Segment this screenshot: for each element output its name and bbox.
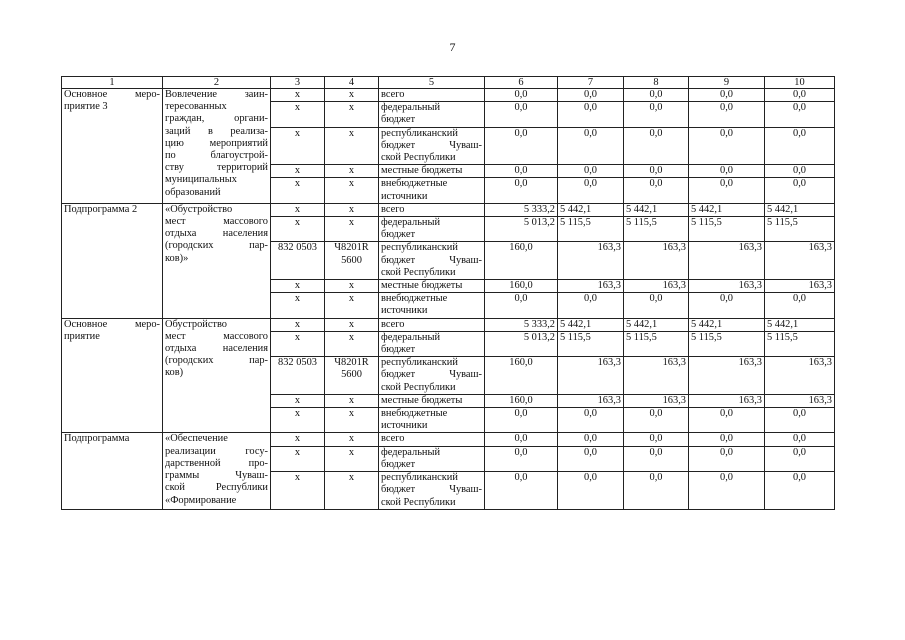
source-cell [379, 472, 485, 510]
value-cell: 163,3 [765, 394, 835, 407]
value-cell: 160,0 [485, 394, 558, 407]
code-cell: х [271, 203, 325, 216]
value-cell: 5 333,2 [485, 203, 558, 216]
column-header: 10 [765, 77, 835, 89]
code-cell: х [271, 89, 325, 102]
code-cell: х [325, 203, 379, 216]
code-cell: х [325, 408, 379, 433]
value-cell: 0,0 [624, 89, 689, 102]
cell-line: бюджет [381, 344, 416, 356]
cell-line: тересованных [165, 101, 227, 113]
cell-line: Обустройство [165, 318, 228, 330]
cell-line: бюджет Чуваш- [381, 484, 482, 496]
row-description-cell [163, 203, 271, 318]
value-cell: 5 115,5 [689, 331, 765, 356]
value-cell: 5 442,1 [765, 318, 835, 331]
value-cell: 0,0 [485, 293, 558, 318]
value-cell: 160,0 [485, 242, 558, 280]
value-cell: 163,3 [558, 280, 624, 293]
cell-line: отдыха населения [165, 343, 268, 355]
value-cell: 5 013,2 [485, 217, 558, 242]
value-cell: 163,3 [689, 357, 765, 395]
value-cell: 0,0 [624, 408, 689, 433]
cell-line: мест массового [165, 330, 268, 342]
cell-line: граждан, органи- [165, 113, 268, 125]
value-cell: 5 115,5 [558, 217, 624, 242]
code-cell: Ч8201R 5600 [325, 357, 379, 395]
value-cell: 0,0 [558, 102, 624, 127]
column-header: 4 [325, 77, 379, 89]
cell-line: ков)» [165, 252, 189, 264]
column-header: 5 [379, 77, 485, 89]
page-number: 7 [449, 40, 456, 54]
code-cell: Ч8201R 5600 [325, 242, 379, 280]
value-cell: 163,3 [558, 394, 624, 407]
value-cell: 163,3 [689, 394, 765, 407]
value-cell: 0,0 [689, 446, 765, 471]
code-cell: х [325, 472, 379, 510]
value-cell: 163,3 [689, 242, 765, 280]
cell-line: федеральный [381, 331, 441, 343]
cell-line: внебюджетные [381, 178, 448, 190]
cell-line: внебюджетные [381, 408, 448, 420]
table-body [62, 89, 835, 510]
code-cell: х [325, 293, 379, 318]
source-cell [379, 178, 485, 203]
value-cell: 0,0 [765, 293, 835, 318]
cell-line: всего [381, 433, 405, 445]
value-cell: 163,3 [624, 280, 689, 293]
cell-line: бюджет Чуваш- [381, 369, 482, 381]
value-cell: 163,3 [624, 394, 689, 407]
value-cell: 5 115,5 [765, 217, 835, 242]
value-cell: 5 013,2 [485, 331, 558, 356]
cell-line: всего [381, 203, 405, 215]
value-cell: 0,0 [485, 446, 558, 471]
row-title-cell [62, 89, 163, 204]
value-cell: 0,0 [558, 446, 624, 471]
code-cell: х [325, 127, 379, 165]
cell-line: ской Республики [381, 381, 456, 393]
column-header: 3 [271, 77, 325, 89]
value-cell: 163,3 [624, 242, 689, 280]
code-cell: х [271, 280, 325, 293]
value-cell: 163,3 [765, 242, 835, 280]
value-cell: 0,0 [485, 102, 558, 127]
value-cell: 5 115,5 [558, 331, 624, 356]
value-cell: 0,0 [485, 89, 558, 102]
value-cell: 5 115,5 [624, 331, 689, 356]
cell-line: Основное меро- [64, 318, 160, 330]
code-cell: х [325, 89, 379, 102]
value-cell: 0,0 [765, 433, 835, 446]
value-cell: 0,0 [558, 472, 624, 510]
source-cell [379, 293, 485, 318]
table-row [62, 203, 835, 216]
cell-line: цию мероприятий [165, 137, 268, 149]
cell-line: бюджет Чуваш- [381, 139, 482, 151]
cell-line: приятие 3 [64, 101, 108, 113]
value-cell: 163,3 [558, 242, 624, 280]
value-cell: 0,0 [624, 178, 689, 203]
cell-line: республиканский [381, 357, 458, 369]
cell-line: ству территорий [165, 162, 268, 174]
column-header: 6 [485, 77, 558, 89]
value-cell: 0,0 [558, 127, 624, 165]
value-cell: 160,0 [485, 280, 558, 293]
value-cell: 5 333,2 [485, 318, 558, 331]
cell-line: «Обустройство [165, 203, 233, 215]
value-cell: 0,0 [558, 165, 624, 178]
source-cell [379, 217, 485, 242]
cell-line: внебюджетные [381, 293, 448, 305]
value-cell: 0,0 [558, 433, 624, 446]
column-header: 8 [624, 77, 689, 89]
cell-line: республиканский [381, 127, 458, 139]
value-cell: 5 115,5 [624, 217, 689, 242]
value-cell: 0,0 [765, 127, 835, 165]
value-cell: 0,0 [624, 472, 689, 510]
source-cell [379, 433, 485, 446]
cell-line: бюджет Чуваш- [381, 254, 482, 266]
value-cell: 5 442,1 [624, 203, 689, 216]
cell-line: отдыха населения [165, 228, 268, 240]
value-cell: 0,0 [765, 408, 835, 433]
value-cell: 0,0 [624, 293, 689, 318]
header-row [62, 77, 835, 89]
cell-line: (городских пар- [165, 355, 268, 367]
column-header: 1 [62, 77, 163, 89]
code-cell: х [271, 318, 325, 331]
code-cell: х [325, 178, 379, 203]
cell-line: Подпрограмма 2 [64, 203, 138, 215]
code-cell: х [325, 446, 379, 471]
code-cell: х [271, 217, 325, 242]
row-title-cell [62, 203, 163, 318]
value-cell: 0,0 [765, 102, 835, 127]
row-title-cell [62, 318, 163, 433]
code-cell: х [271, 127, 325, 165]
value-cell: 0,0 [765, 165, 835, 178]
cell-line: по благоустрой- [165, 150, 268, 162]
code-cell: 832 0503 [271, 242, 325, 280]
cell-line: источники [381, 305, 428, 317]
cell-line: (городских пар- [165, 240, 268, 252]
source-cell [379, 394, 485, 407]
value-cell: 0,0 [558, 408, 624, 433]
value-cell: 0,0 [558, 178, 624, 203]
cell-line: ской Республики [165, 482, 268, 494]
table-row [62, 433, 835, 446]
cell-line: ской Республики [381, 152, 456, 164]
source-cell [379, 318, 485, 331]
cell-line: всего [381, 318, 405, 330]
value-cell: 0,0 [624, 165, 689, 178]
row-description-cell [163, 89, 271, 204]
cell-line: мест массового [165, 216, 268, 228]
value-cell: 0,0 [558, 89, 624, 102]
cell-line: реализации госу- [165, 445, 268, 457]
code-cell: х [325, 280, 379, 293]
cell-line: источники [381, 190, 428, 202]
cell-line: ской Республики [381, 496, 456, 508]
cell-line: федеральный [381, 446, 441, 458]
cell-line: Подпрограмма [64, 433, 130, 445]
code-cell: х [271, 102, 325, 127]
budget-table [61, 76, 835, 510]
value-cell: 0,0 [689, 178, 765, 203]
cell-line: Основное меро- [64, 89, 160, 100]
value-cell: 5 115,5 [765, 331, 835, 356]
code-cell: х [325, 331, 379, 356]
value-cell: 0,0 [485, 433, 558, 446]
cell-line: источники [381, 420, 428, 432]
code-cell: х [271, 408, 325, 433]
value-cell: 0,0 [765, 178, 835, 203]
code-cell: х [325, 394, 379, 407]
row-description-cell [163, 433, 271, 509]
value-cell: 0,0 [558, 293, 624, 318]
value-cell: 163,3 [624, 357, 689, 395]
cell-line: всего [381, 89, 405, 100]
value-cell: 0,0 [624, 127, 689, 165]
value-cell: 163,3 [558, 357, 624, 395]
cell-line: местные бюджеты [381, 165, 463, 177]
source-cell [379, 408, 485, 433]
cell-line: федеральный [381, 217, 441, 229]
value-cell: 0,0 [689, 102, 765, 127]
code-cell: х [271, 394, 325, 407]
code-cell: х [271, 293, 325, 318]
code-cell: х [271, 165, 325, 178]
code-cell: х [271, 446, 325, 471]
value-cell: 0,0 [689, 165, 765, 178]
source-cell [379, 165, 485, 178]
code-cell: х [271, 433, 325, 446]
cell-line: «Формирование [165, 494, 237, 506]
value-cell: 0,0 [689, 433, 765, 446]
value-cell: 5 442,1 [558, 318, 624, 331]
value-cell: 0,0 [765, 89, 835, 102]
code-cell: х [325, 102, 379, 127]
value-cell: 0,0 [689, 293, 765, 318]
cell-line: граммы Чуваш- [165, 470, 268, 482]
table-row [62, 89, 835, 102]
value-cell: 0,0 [689, 408, 765, 433]
value-cell: 163,3 [765, 280, 835, 293]
value-cell: 0,0 [485, 127, 558, 165]
value-cell: 0,0 [624, 446, 689, 471]
code-cell: х [325, 318, 379, 331]
code-cell: х [271, 178, 325, 203]
value-cell: 160,0 [485, 357, 558, 395]
code-cell: х [325, 165, 379, 178]
source-cell [379, 357, 485, 395]
source-cell [379, 203, 485, 216]
code-cell: х [271, 331, 325, 356]
value-cell: 0,0 [689, 89, 765, 102]
source-cell [379, 102, 485, 127]
cell-line: федеральный [381, 102, 441, 114]
source-cell [379, 242, 485, 280]
code-cell: 832 0503 [271, 357, 325, 395]
cell-line: республиканский [381, 242, 458, 254]
value-cell: 0,0 [765, 446, 835, 471]
cell-line: местные бюджеты [381, 394, 463, 406]
value-cell: 0,0 [485, 472, 558, 510]
code-cell: х [325, 217, 379, 242]
value-cell: 0,0 [485, 165, 558, 178]
cell-line: заций в реализа- [165, 125, 268, 137]
table-row [62, 318, 835, 331]
cell-line: ской Республики [381, 266, 456, 278]
source-cell [379, 280, 485, 293]
row-title-cell [62, 433, 163, 509]
value-cell: 5 442,1 [624, 318, 689, 331]
cell-line: бюджет [381, 458, 416, 470]
cell-line: ков) [165, 367, 184, 379]
value-cell: 0,0 [485, 408, 558, 433]
column-header: 9 [689, 77, 765, 89]
cell-line: республиканский [381, 472, 458, 484]
code-cell: х [271, 472, 325, 510]
value-cell: 0,0 [624, 433, 689, 446]
row-description-cell [163, 318, 271, 433]
value-cell: 0,0 [689, 472, 765, 510]
value-cell: 0,0 [765, 472, 835, 510]
cell-line: «Обеспечение [165, 433, 228, 445]
cell-line: приятие [64, 330, 100, 342]
value-cell: 163,3 [689, 280, 765, 293]
value-cell: 0,0 [485, 178, 558, 203]
cell-line: муниципальных [165, 174, 237, 186]
column-header: 2 [163, 77, 271, 89]
value-cell: 0,0 [624, 102, 689, 127]
value-cell: 5 442,1 [765, 203, 835, 216]
cell-line: местные бюджеты [381, 280, 463, 292]
code-cell: х [325, 433, 379, 446]
source-cell [379, 331, 485, 356]
column-header: 7 [558, 77, 624, 89]
value-cell: 5 115,5 [689, 217, 765, 242]
value-cell: 163,3 [765, 357, 835, 395]
cell-line: образований [165, 186, 221, 198]
value-cell: 5 442,1 [689, 203, 765, 216]
cell-line: бюджет [381, 229, 416, 241]
value-cell: 0,0 [689, 127, 765, 165]
value-cell: 5 442,1 [558, 203, 624, 216]
value-cell: 5 442,1 [689, 318, 765, 331]
cell-line: Вовлечение заин- [165, 89, 268, 100]
cell-line: бюджет [381, 114, 416, 126]
cell-line: дарственной про- [165, 457, 268, 469]
source-cell [379, 89, 485, 102]
source-cell [379, 127, 485, 165]
source-cell [379, 446, 485, 471]
